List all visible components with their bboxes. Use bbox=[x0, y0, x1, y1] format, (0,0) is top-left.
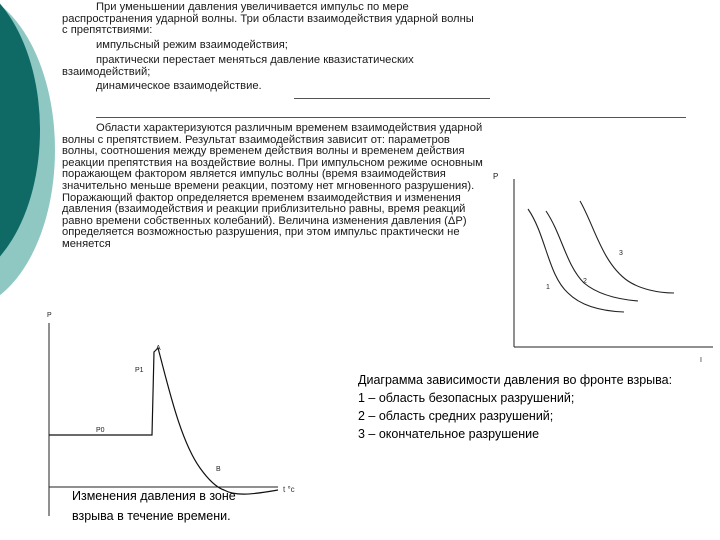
curve-label-2: 2 bbox=[583, 278, 587, 285]
underline-short bbox=[294, 98, 490, 99]
pressure-curve bbox=[49, 348, 278, 494]
legend-item-1: 1 – область безопасных разрушений; bbox=[358, 391, 575, 405]
separator-line bbox=[96, 117, 686, 118]
list-item-quasistatic: практически перестает меняться давление квазистатических взаимодействий; bbox=[62, 54, 414, 78]
label-p0: P0 bbox=[96, 427, 105, 434]
list-item-impulse: импульсный режим взаимодействия; bbox=[96, 39, 288, 51]
intro-paragraph: При уменьшении давления увеличивается импульс по мере распространения ударной волны. Три области взаимодействия ударной волны с препятствиями: bbox=[62, 1, 474, 37]
curve-label-1: 1 bbox=[546, 284, 550, 291]
right-x-axis-label: I bbox=[700, 357, 702, 364]
curve-1 bbox=[528, 209, 624, 312]
legend-item-2: 2 – область средних разрушений; bbox=[358, 409, 554, 423]
regions-paragraph: Области характеризуются различным временем взаимодействия ударной волны с препятствием. Результат взаимодействия зависит от: параметров волны, соотношения между временем действия волны и временем действия реакции препятствия на воздействие волны. При импульсном режиме основным поражающем фактором является импульс волны (время взаимодействия значительно меньше времени реакции, поэтому нет мгновенного разрушения). Поражающий фактор определяется временем взаимодействия и изменения давления (взаимодействия и реакции приблизительно равны, время реакций равно времени собственных колебаний). Величина изменения давления (ΔР) определяется возможностью разрушения, при этом импульс практически не меняется bbox=[62, 122, 483, 250]
curve-label-3: 3 bbox=[619, 250, 623, 257]
label-b: B bbox=[216, 466, 221, 473]
curve-3 bbox=[580, 201, 674, 293]
diagram-title: Диаграмма зависимости давления во фронте взрыва: bbox=[358, 373, 673, 387]
pressure-impulse-chart bbox=[488, 165, 720, 375]
right-chart-caption bbox=[358, 371, 718, 443]
right-y-axis-label: P bbox=[493, 172, 499, 181]
left-chart-caption: Изменения давления в зоне взрыва в течение времени. bbox=[72, 489, 236, 523]
x-axis-label: t °c bbox=[283, 485, 295, 494]
label-p1: P1 bbox=[135, 367, 144, 374]
legend-item-3: 3 – окончательное разрушение bbox=[358, 427, 540, 441]
list-item-dynamic: динамическое взаимодействие. bbox=[96, 80, 262, 92]
y-axis-label: P bbox=[47, 312, 52, 319]
curve-2 bbox=[546, 211, 638, 301]
label-a: A bbox=[156, 345, 161, 352]
